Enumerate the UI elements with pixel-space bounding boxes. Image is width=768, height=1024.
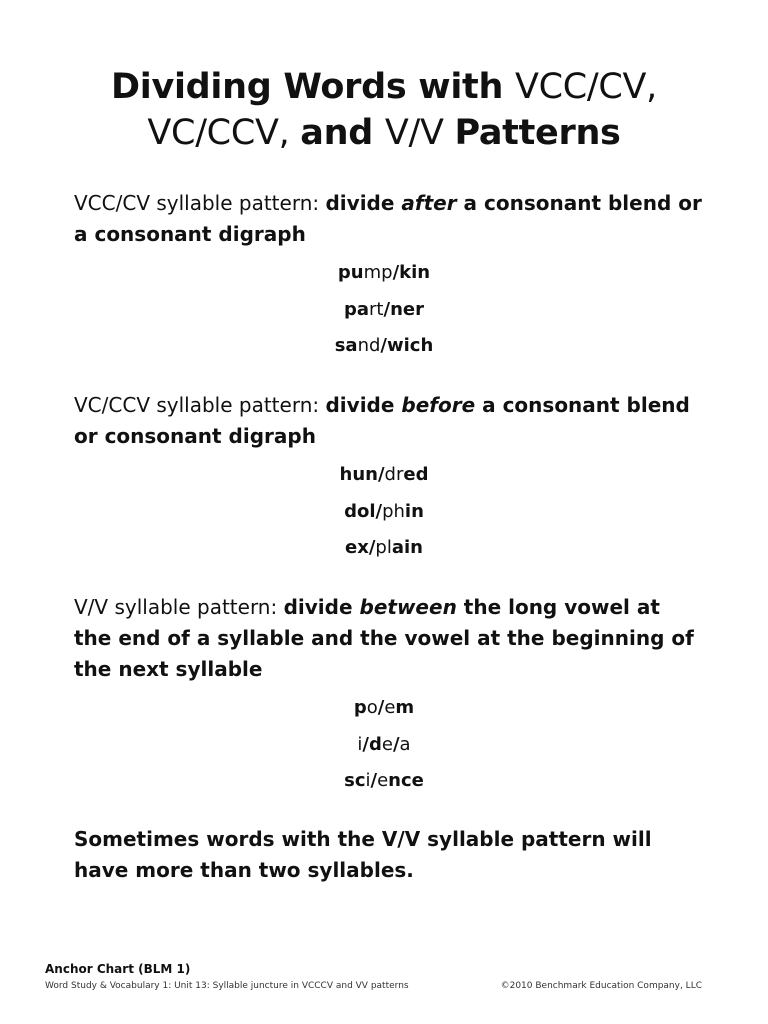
- example-word-part: p: [353, 697, 367, 718]
- example-word-part: e: [381, 733, 393, 755]
- footer-title: Anchor Chart (BLM 1): [45, 962, 191, 976]
- vc-ccv-rule: VC/CCV syllable pattern: divide before a consonant blend or consonant digraph: [74, 393, 690, 448]
- example-word: [0, 255, 768, 292]
- example-word-part: /ner: [383, 298, 424, 320]
- example-word-part: e: [384, 697, 396, 718]
- example-word-part: ph: [382, 500, 405, 522]
- example-word: [0, 530, 768, 567]
- example-word-part: e: [377, 770, 389, 791]
- example-word: [0, 494, 768, 531]
- note-text: Sometimes words with the V/V syllable pattern will have more than two syllables.: [74, 827, 652, 882]
- example-word-part: mp: [363, 262, 393, 283]
- example-word-part: ed: [403, 464, 429, 485]
- example-word: [0, 457, 768, 494]
- example-word-part: i: [357, 733, 363, 755]
- example-word-part: dol/: [344, 500, 383, 522]
- example-word: [0, 763, 768, 800]
- title-line-2: VC/CCV, and V/V Patterns: [147, 113, 621, 153]
- example-word-part: sa: [334, 335, 358, 356]
- example-word: [0, 328, 768, 365]
- title-line-1: Dividing Words with VCC/CV,: [111, 67, 657, 107]
- example-word-part: sc: [344, 770, 366, 791]
- example-word-part: ex/: [345, 537, 376, 558]
- example-word-part: ain: [391, 537, 423, 558]
- example-word-part: rt: [369, 298, 384, 320]
- v-v-examples: [0, 690, 768, 800]
- example-word-part: nce: [388, 770, 424, 791]
- example-word-part: /: [377, 697, 385, 718]
- vc-ccv-examples: [0, 457, 768, 567]
- example-word: [0, 292, 768, 329]
- vcc-cv-rule: VCC/CV syllable pattern: divide after a consonant blend or a consonant digraph: [74, 191, 702, 246]
- example-word-part: pa: [344, 298, 370, 320]
- example-word-part: pu: [337, 262, 364, 283]
- example-word: [0, 690, 768, 727]
- footer-subtitle: Word Study & Vocabulary 1: Unit 13: Syllable juncture in VCCCV and VV patterns: [45, 981, 409, 991]
- example-word: [0, 727, 768, 764]
- example-word-part: /wich: [380, 335, 434, 356]
- example-word-part: /: [392, 733, 400, 755]
- example-word-part: o: [366, 697, 378, 718]
- example-word-part: nd: [357, 335, 381, 356]
- example-word-part: dr: [384, 464, 404, 485]
- example-word-part: m: [395, 697, 415, 718]
- example-word-part: /: [370, 770, 378, 791]
- example-word-part: hun/: [339, 464, 385, 485]
- footer-copyright: ©2010 Benchmark Education Company, LLC: [500, 981, 702, 991]
- example-word-part: pl: [375, 537, 392, 558]
- example-word-part: a: [399, 733, 411, 755]
- vcc-cv-examples: [0, 255, 768, 365]
- example-word-part: in: [404, 500, 424, 522]
- v-v-rule: V/V syllable pattern: divide between the long vowel at the end of a syllable and the vowel at the beginning of the next syllable: [74, 595, 694, 681]
- example-word-part: /kin: [392, 262, 431, 283]
- example-word-part: /d: [362, 733, 382, 755]
- example-word-part: i: [365, 770, 371, 791]
- page-title: [0, 64, 768, 156]
